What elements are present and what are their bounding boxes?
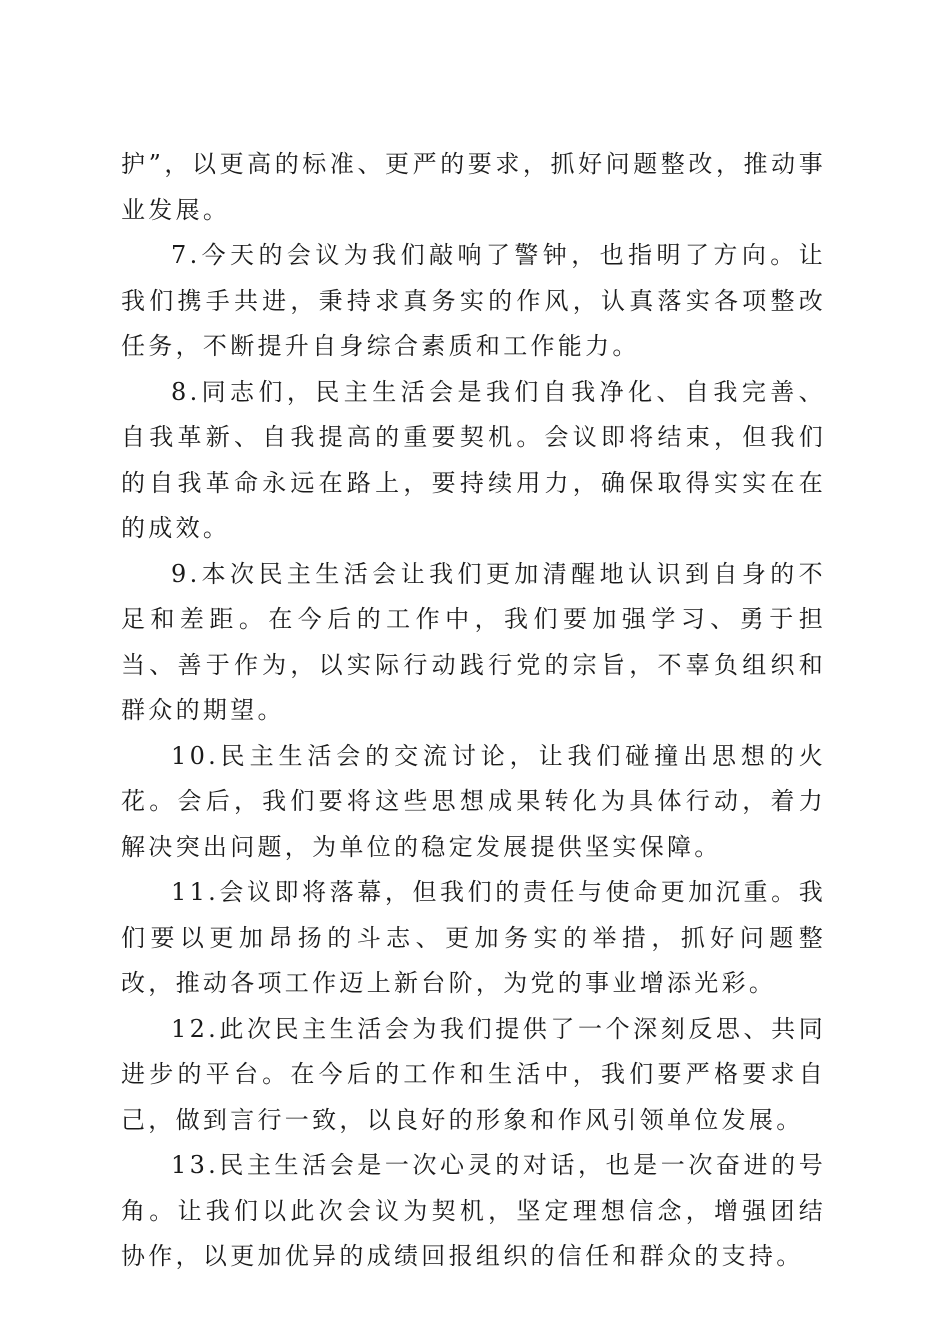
paragraph-item-13: 13.民主生活会是一次心灵的对话，也是一次奋进的号角。让我们以此次会议为契机，坚定理想信念，增强团结协作，以更加优异的成绩回报组织的信任和群众的支持。 (121, 1151, 826, 1270)
paragraph-continuation: 护”，以更高的标准、更严的要求，抓好问题整改，推动事业发展。 (121, 150, 826, 224)
document-page (121, 142, 826, 1280)
paragraph-item-12: 12.此次民主生活会为我们提供了一个深刻反思、共同进步的平台。在今后的工作和生活中，我们要严格要求自己，做到言行一致，以良好的形象和作风引领单位发展。 (121, 1014, 826, 1134)
paragraph-item-7: 7.今天的会议为我们敲响了警钟，也指明了方向。让我们携手共进，秉持求真务实的作风，认真落实各项整改任务，不断提升自身综合素质和工作能力。 (121, 241, 826, 360)
paragraph-item-11: 11.会议即将落幕，但我们的责任与使命更加沉重。我们要以更加昂扬的斗志、更加务实的举措，抓好问题整改，推动各项工作迈上新台阶，为党的事业增添光彩。 (121, 878, 826, 997)
paragraph-item-9: 9.本次民主生活会让我们更加清醒地认识到自身的不足和差距。在今后的工作中，我们要加强学习、勇于担当、善于作为，以实际行动践行党的宗旨，不辜负组织和群众的期望。 (121, 559, 826, 724)
paragraph-item-10: 10.民主生活会的交流讨论，让我们碰撞出思想的火花。会后，我们要将这些思想成果转化为具体行动，着力解决突出问题，为单位的稳定发展提供坚实保障。 (121, 741, 826, 861)
paragraph-item-8: 8.同志们，民主生活会是我们自我净化、自我完善、自我革新、自我提高的重要契机。会议即将结束，但我们的自我革命永远在路上，要持续用力，确保取得实实在在的成效。 (121, 377, 826, 542)
